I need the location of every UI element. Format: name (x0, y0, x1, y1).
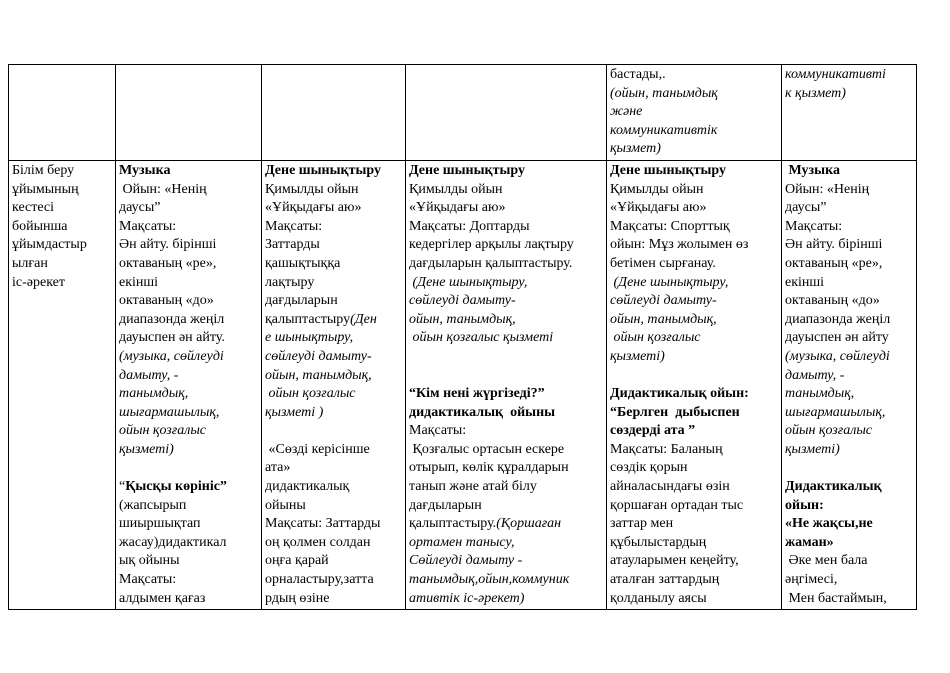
text-line: ата» (265, 460, 291, 476)
text-line: (музыка, сөйлеуді (119, 348, 224, 364)
text-line: кестесі (12, 200, 55, 216)
activity-cell-physical-2 (406, 160, 607, 609)
text-fragment: қалыптастыру (265, 311, 351, 327)
text-line: даусы” (119, 200, 161, 216)
table-cell (607, 65, 782, 161)
text-line: е шынықтыру, (265, 330, 354, 346)
text-line (409, 515, 603, 534)
text-line: «Ұйқыдағы аю» (409, 200, 506, 216)
text-line: ойын: Мұз жолымен өз (610, 237, 749, 253)
text-fragment: (Қоршаған (496, 516, 562, 532)
text-line: лақтыру (265, 274, 315, 290)
text-line: және (610, 104, 643, 120)
text-line: алдымен қағаз (119, 590, 206, 606)
spacer (785, 459, 913, 478)
text-line: әңгімесі, (785, 572, 838, 588)
table-cell (782, 65, 917, 161)
text-line: ойын қозғалыс (785, 423, 873, 439)
game-title: “Кім нені жүргізеді?” (409, 386, 545, 402)
activity-title: Дене шынықтыру (265, 162, 382, 178)
text-line: ойын қозғалыс (610, 330, 701, 346)
text-line: дамыту, - (785, 367, 845, 383)
text-line: танымдық, (119, 386, 189, 402)
text-line: Заттарды (265, 237, 320, 253)
game-title: “Берлген дыбыспен (610, 404, 740, 420)
text-line: Мақсаты: Спорттық (610, 218, 730, 234)
schedule-table (8, 64, 917, 610)
text-line: ұйымының (12, 181, 79, 197)
text-line: Мақсаты: (785, 218, 843, 234)
text-line: шығармашылық, (119, 404, 220, 420)
text-line: ық ойыны (119, 553, 180, 569)
text-line: «Ұйқыдағы аю» (610, 200, 707, 216)
text-line: дағдыларын қалыптастыру. (409, 255, 573, 271)
text-line: заттар мен (610, 516, 674, 532)
text-line: танымдық,ойын,коммуник (409, 572, 570, 588)
text-line: к қызмет) (785, 85, 846, 101)
text-line (265, 311, 402, 330)
game-title: Дидактикалық ойын: (610, 386, 749, 402)
text-line: (жапсырып (119, 497, 187, 513)
text-line: айналасындағы өзін (610, 479, 730, 495)
text-line: коммуникативтік (610, 122, 718, 138)
text-line: Білім беру (12, 162, 75, 178)
game-title: ойын: (785, 497, 824, 513)
text-line: аталған заттардың (610, 572, 720, 588)
game-title: дидактикалық ойыны (409, 404, 556, 420)
table-cell (406, 65, 607, 161)
text-line: дауыспен ән айту (785, 330, 889, 346)
text-line: танып және атай білу (409, 479, 537, 495)
text-line: Мақсаты: Доптарды (409, 218, 530, 234)
activity-cell-music-2 (782, 160, 917, 609)
text-line: оңға қарай (265, 553, 329, 569)
text-line: сөздік қорын (610, 460, 688, 476)
table-row (9, 160, 917, 609)
text-line: орналастыру,затта (265, 572, 374, 588)
text-line: Мақсаты: (409, 423, 467, 439)
text-line: (музыка, сөйлеуді (785, 348, 890, 364)
text-line: Мақсаты: Баланың (610, 441, 723, 457)
text-line: қызмет) (610, 141, 661, 157)
text-line: бетімен сырғанау. (610, 255, 716, 271)
text-line: дағдыларын (265, 293, 338, 309)
text-line: қашықтыққа (265, 255, 341, 271)
text-line: қоршаған ортадан тыс (610, 497, 744, 513)
text-line: диапазонда жеңіл (119, 311, 225, 327)
text-line: қолданылу аясы (610, 590, 707, 606)
text-line: коммуникативті (785, 67, 886, 82)
text-line: танымдық, (785, 386, 855, 402)
text-line: қызметі) (785, 441, 840, 457)
text-line: бойынша (12, 218, 68, 234)
game-title: Қысқы көрініс” (125, 479, 227, 495)
text-line: Ойын: «Ненің (785, 181, 870, 197)
text-line: шиыршықтап (119, 516, 201, 532)
text-line: Сөйлеуді дамыту - (409, 553, 523, 569)
text-line: сөйлеуді дамыту- (610, 293, 717, 309)
text-line: бастады,. (610, 67, 666, 82)
text-line: шығармашылық, (785, 404, 886, 420)
text-line: дидактикалық (265, 479, 350, 495)
text-line: диапазонда жеңіл (785, 311, 891, 327)
table-cell (262, 65, 406, 161)
spacer (610, 367, 778, 386)
quote-mark: “ (119, 479, 126, 495)
table-cell (116, 65, 262, 161)
text-line: іс-әрекет (12, 274, 65, 290)
text-line: Ән айту. бірінші (119, 237, 217, 253)
text-line: Мақсаты: Заттарды (265, 516, 381, 532)
activity-cell-music (116, 160, 262, 609)
text-line: Мен бастаймын, (785, 590, 887, 606)
text-line: атауларымен кеңейту, (610, 553, 739, 569)
text-line: Қозғалыс ортасын ескере (409, 441, 565, 457)
activity-cell-physical-3 (607, 160, 782, 609)
text-line: ативтік іс-әрекет) (409, 590, 525, 606)
text-line: Ән айту. бірінші (785, 237, 883, 253)
text-line: жасау)дидактикал (119, 534, 227, 550)
game-title: сөздерді ата ” (610, 423, 696, 439)
text-line: ұйымдастыр (12, 237, 87, 253)
text-line: «Ұйқыдағы аю» (265, 200, 362, 216)
text-line: Мақсаты: (119, 572, 177, 588)
text-line: екінші (119, 274, 159, 290)
text-line: қызметі) (610, 348, 665, 364)
text-line: сөйлеуді дамыту- (265, 348, 372, 364)
text-line: ортамен танысу, (409, 534, 515, 550)
text-line: Қимылды ойын (610, 181, 704, 197)
spacer (409, 348, 603, 367)
text-line: (ойын, танымдық (610, 85, 718, 101)
text-line: (Дене шынықтыру, (610, 274, 729, 290)
game-title: «Не жақсы,не (785, 516, 873, 532)
spacer (409, 367, 603, 386)
text-line: октаваның «до» (785, 293, 880, 309)
text-line: «Сөзді керісінше (265, 441, 370, 457)
text-line: кедергілер арқылы лақтыру (409, 237, 574, 253)
text-line: Қимылды ойын (265, 181, 359, 197)
text-line: ойын қозғалыс (265, 386, 356, 402)
text-line: қызметі ) (265, 404, 324, 420)
activity-title: Дене шынықтыру (409, 162, 526, 178)
text-line: оң қолмен солдан (265, 534, 371, 550)
text-line: ойын, танымдық, (409, 311, 516, 327)
text-line: ойын, танымдық, (265, 367, 372, 383)
activity-title: Музыка (785, 162, 840, 178)
text-line: даусы” (785, 200, 827, 216)
text-line: ылған (12, 255, 48, 271)
text-line: екінші (785, 274, 825, 290)
row-label-cell (9, 160, 116, 609)
text-line: дағдыларын (409, 497, 482, 513)
activity-title: Музыка (119, 162, 171, 178)
game-title: Дидактикалық (785, 479, 882, 495)
text-fragment: (Ден (350, 311, 377, 327)
activity-cell-physical-1 (262, 160, 406, 609)
text-line: отырып, көлік құралдарын (409, 460, 569, 476)
text-line: (Дене шынықтыру, (409, 274, 528, 290)
spacer (265, 422, 402, 441)
text-line: дамыту, - (119, 367, 179, 383)
text-line: Мақсаты: (119, 218, 177, 234)
text-line: октаваның «до» (119, 293, 214, 309)
text-line: Қимылды ойын (409, 181, 503, 197)
table-row (9, 65, 917, 161)
table-cell (9, 65, 116, 161)
spacer (119, 459, 258, 478)
text-fragment: қалыптастыру. (409, 516, 497, 532)
text-line: октаваның «ре», (785, 255, 883, 271)
text-line: Ойын: «Ненің (119, 181, 207, 197)
text-line: ойын қозғалыс қызметі (409, 330, 554, 346)
text-line: сөйлеуді дамыту- (409, 293, 516, 309)
text-line (119, 478, 258, 497)
text-line: Мақсаты: (265, 218, 323, 234)
text-line: октаваның «ре», (119, 255, 217, 271)
text-line: құбылыстардың (610, 534, 707, 550)
game-title: жаман» (785, 534, 834, 550)
text-line: Әке мен бала (785, 553, 868, 569)
text-line: ойын, танымдық, (610, 311, 717, 327)
text-line: қызметі) (119, 441, 174, 457)
text-line: ойыны (265, 497, 306, 513)
activity-title: Дене шынықтыру (610, 162, 727, 178)
text-line: ойын қозғалыс (119, 423, 207, 439)
text-line: рдың өзіне (265, 590, 330, 606)
text-line: дауыспен ән айту. (119, 330, 225, 346)
